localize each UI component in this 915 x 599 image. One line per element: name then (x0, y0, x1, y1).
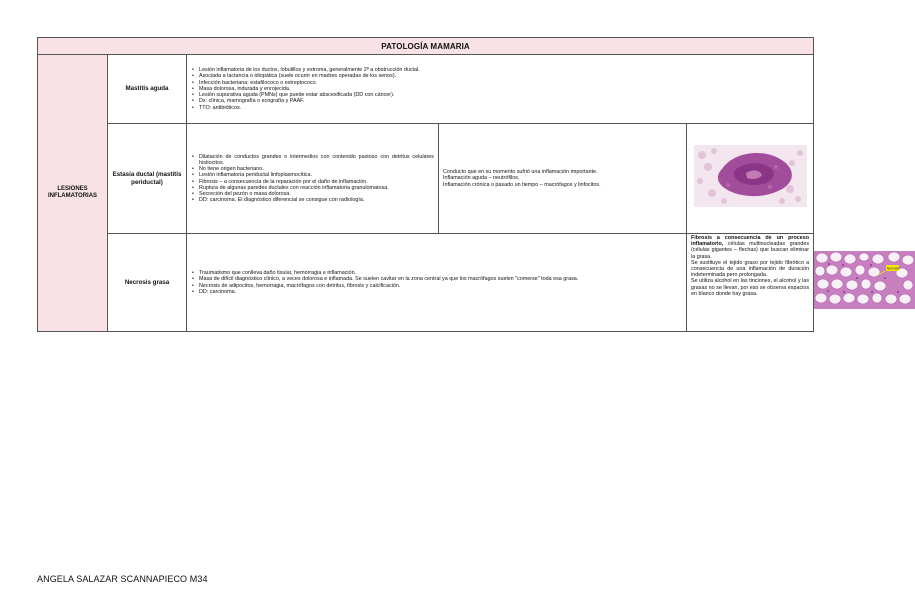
estasia-notes (439, 124, 687, 234)
footer-author: ANGELA SALAZAR SCANNAPIECO M34 (37, 574, 208, 584)
table-title: PATOLOGÍA MAMARIA (38, 38, 814, 55)
note-line: Inflamación crónica o pasado un tiempo – macrófagos y linfocitos. (443, 181, 601, 188)
list-item: • Infección bacteriana: estafilococo o estreptococo. (199, 80, 809, 86)
note-paragraph: Se utiliza alcohol en las tinciones, el alcohol y las grasas no se llevan, por eso se observa espacios en blanco donde hay grasa. (691, 278, 810, 297)
list-item: • TTO: antibióticos. (199, 105, 809, 111)
list-item: • Lesión inflamatoria periductal linfoplasmocítica. (199, 172, 434, 178)
list-item: • Lesión inflamatoria de los ductos, lobulillos y estroma, generalmente 2ª a obstrucción ductal. (199, 67, 809, 73)
list-item: • Lesión supurativa aguda (PMNs) que puede estar abscesificada (DD con cáncer). (199, 92, 809, 98)
necrosis-notes (687, 234, 814, 332)
list-item: • Secreción del pezón o masa dolorosa. (199, 191, 434, 197)
list-item: • Masa de difícil diagnóstico clínico, a veces dolorosa e inflamada. Se suelen cavitar en la zona central ya que los macrófagos suelen "comerse" toda esa grasa. (199, 276, 682, 282)
note-rest: células multinucleadas grandes (células gigantes – flechas) que buscan eliminar la grasa. (691, 241, 810, 260)
estasia-image-cell (687, 124, 814, 234)
note-line: Conducto que en su momento sufrió una inflamación importante. (443, 169, 598, 176)
list-item: • Fibrosis – a consecuencia de la reparación por el daño de inflamación. (199, 179, 434, 185)
note-bold: Fibrosis a consecuencia de un proceso inflamatorio, (691, 235, 810, 248)
list-item: • DD: carcinoma. (199, 289, 682, 295)
list-item: • DD: carcinoma. El diagnóstico diferencial se consigue con radiología. (199, 197, 434, 203)
mastitis-description (187, 55, 814, 124)
note-paragraph (691, 235, 809, 260)
list-item: • Dx: clínica, mamografía o ecografía y PAAF. (199, 98, 809, 104)
estasia-bullets (191, 154, 434, 204)
list-item: • Necrosis de adipocitos, hemorragia, macrófagos con detritus, fibrosis y calcificación. (199, 283, 682, 289)
list-item: • No tiene origen bacteriano. (199, 166, 434, 172)
list-item: • Traumatismo que conlleva daño tisular, hemorragia e inflamación. (199, 270, 682, 276)
necrosis-bullets (191, 270, 682, 295)
list-item: • Masa dolorosa, indurada y enrojecida. (199, 86, 809, 92)
pathology-table (37, 37, 900, 332)
mastitis-bullets (191, 67, 809, 110)
note-paragraph: Se sustituye el tejido graso por tejido fibrótico a consecuencia de una inflamación de duración indeterminada pero prolongada. (691, 259, 810, 279)
necrosis-description (187, 234, 687, 332)
estasia-description (187, 124, 439, 234)
list-item: • Asociada a lactancia o idiopática (suele ocurrir en madres operadas de los senos). (199, 73, 809, 79)
row-name-estasia: Estasia ductal (mastitis periductal) (108, 124, 187, 234)
category-cell (38, 55, 108, 332)
image-label: Necrosis (887, 266, 900, 271)
row-name-necrosis: Necrosis grasa (108, 234, 187, 332)
note-line: Inflamación aguda – neutrófilos. (443, 175, 520, 182)
list-item: • Ruptura de algunas paredes ductales con reacción inflamatoria granulomatosa. (199, 185, 434, 191)
row-name-mastitis: Mastitis aguda (108, 55, 187, 124)
category-label: LESIONES INFLAMATORIAS (47, 186, 98, 199)
histology-image-necrosis (814, 251, 915, 309)
list-item: • Dilatación de conductos grandes o intermedios con contenido pastoso con detritus celulares histiocitos. (199, 154, 434, 166)
histology-image-estasia (694, 145, 807, 207)
